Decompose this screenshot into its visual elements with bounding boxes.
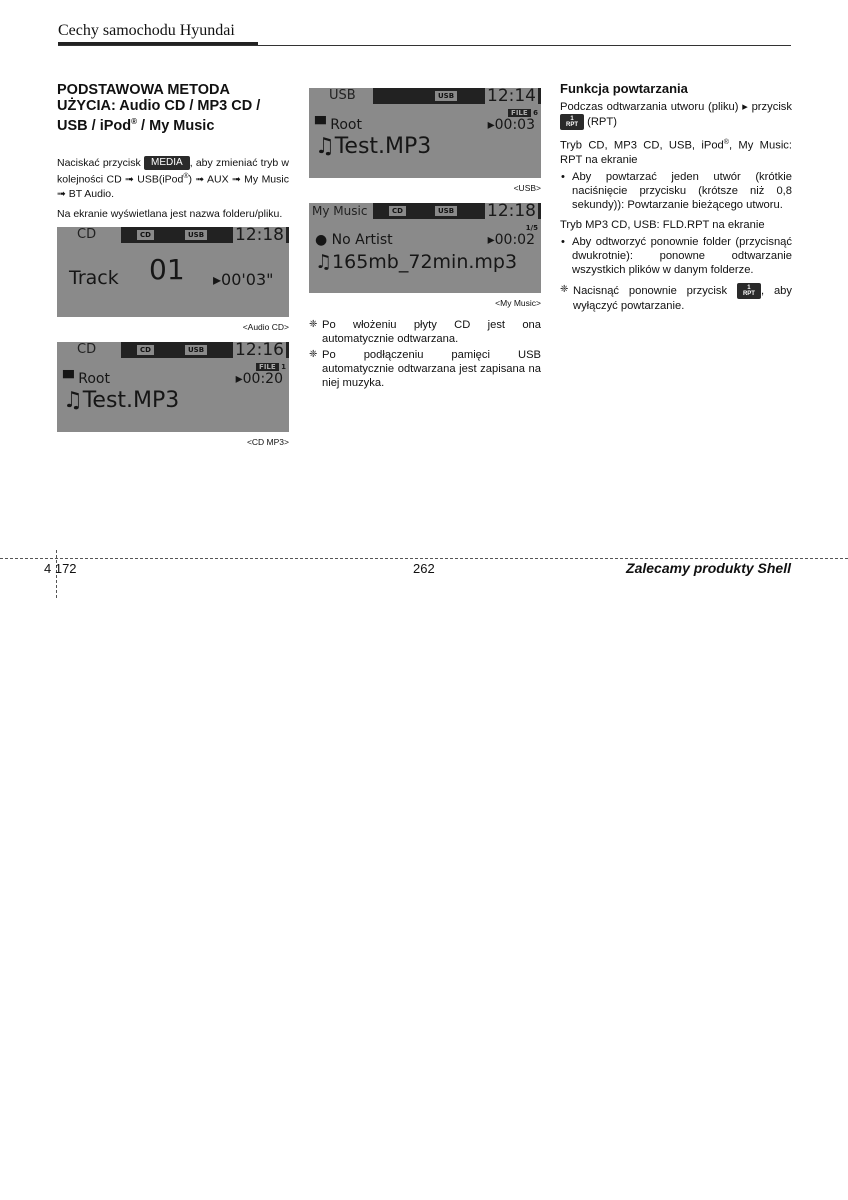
screen-audio-cd <box>57 224 289 317</box>
mode-text-a: Naciskać przycisk <box>57 156 141 169</box>
rpt-mode-text-a: Tryb CD, MP3 CD, USB, iPod <box>560 139 724 152</box>
repeat-list-2 <box>560 235 792 277</box>
song-name: ♫Test.MP3 <box>315 134 432 159</box>
screen-cd-mp3 <box>57 339 289 432</box>
heading-line-1: PODSTAWOWA METODA <box>57 82 230 98</box>
rpt-key-icon <box>737 283 761 299</box>
column-right <box>560 82 792 315</box>
rpt-mode-text-b: , My Music: RPT na ekranie <box>560 139 793 166</box>
repeat-mode-rpt <box>560 136 792 167</box>
usb-badge: USB <box>435 206 457 216</box>
repeat-list-1 <box>560 170 792 212</box>
screen-mode-tab: USB <box>309 88 373 104</box>
screen-clock: 12:18 <box>487 201 536 221</box>
screen-my-music <box>309 203 541 293</box>
caption-cd-mp3: <CD MP3> <box>246 436 289 447</box>
header-rule <box>58 45 791 46</box>
disable-repeat-text-b: , aby wyłączyć powtarzanie. <box>573 284 792 312</box>
disable-repeat-text-a: Nacisnąć ponownie przycisk <box>573 284 728 297</box>
repeat-mode-fld: Tryb MP3 CD, USB: FLD.RPT na ekranie <box>560 218 765 231</box>
elapsed-time: ▸00'03" <box>213 269 274 289</box>
registered-mark: ® <box>131 117 138 126</box>
bullet-repeat-track: • Aby powtarzać jeden utwór (krótkie naciśnięcie przycisku (krótsze niż 0,8 sekundy)): Powtarzanie bieżącego utworu. <box>572 170 792 212</box>
screen-mode-tab: My Music <box>309 203 373 219</box>
track-count: 1/5 <box>525 224 538 232</box>
registered-mark: ® <box>183 173 189 181</box>
page-number-section: 4 172 <box>44 561 77 576</box>
bullet-repeat-folder: • Aby odtworzyć ponownie folder (przycisnąć dwukrotnie): ponowne odtwarzanie wszystkich plików w danym folderze. <box>572 235 792 277</box>
mode-instruction <box>57 156 289 201</box>
repeat-intro-suffix: (RPT) <box>584 115 617 128</box>
song-name: ♫Test.MP3 <box>63 387 180 413</box>
footer-dashed-rule <box>0 558 848 559</box>
usb-badge: USB <box>185 345 207 355</box>
caption-audio-cd: <Audio CD> <box>242 321 289 332</box>
file-number: 1 <box>281 362 286 371</box>
elapsed-time: ▸00:20 <box>235 370 283 387</box>
page-number: 262 <box>413 561 435 576</box>
running-header-title: Cechy samochodu Hyundai <box>58 22 235 39</box>
note-usb-autoplay: ❈ Po podłączeniu pamięci USB automatycznie odtwarzana jest zapisana na niej muzyka. <box>309 348 541 390</box>
display-note: Na ekranie wyświetlana jest nazwa folderu/pliku. <box>57 207 283 220</box>
rpt-key-icon <box>560 114 584 130</box>
elapsed-time: ▸00:03 <box>487 117 535 133</box>
folder-name: ▀ Root <box>315 117 362 133</box>
track-label: Track <box>69 266 119 289</box>
note-cd-autoplay: ❈ Po włożeniu płyty CD jest ona automatycznie odtwarzana. <box>309 318 541 346</box>
track-number: 01 <box>149 252 185 286</box>
column-left <box>57 82 289 457</box>
heading-line-2: UŻYCIA: Audio CD / MP3 CD / <box>57 98 261 114</box>
media-key-icon: MEDIA <box>144 156 190 170</box>
screen-clock: 12:18 <box>235 224 284 245</box>
file-label: FILE <box>256 363 279 371</box>
repeat-intro-text: Podczas odtwarzania utworu (pliku) ▸ przycisk <box>560 101 792 113</box>
heading-line-3a: USB / iPod <box>57 117 132 134</box>
note-disable-repeat <box>560 283 792 313</box>
artist-name: ● No Artist <box>315 232 393 248</box>
cd-badge: CD <box>137 345 154 355</box>
file-number: 6 <box>533 109 538 117</box>
heading-line-3b: / My Music <box>137 117 215 134</box>
screen-mode-tab: CD <box>57 342 121 358</box>
elapsed-time: ▸00:02 <box>487 232 535 248</box>
rpt-key-label: RPT <box>742 290 755 297</box>
screen-clock: 12:14 <box>487 86 536 106</box>
mode-text-b: , aby zmieniać tryb w kolejności CD ➟ USB(iPod <box>57 156 290 186</box>
usb-badge: USB <box>185 230 207 240</box>
section-heading <box>57 82 289 134</box>
mode-text-c: ) ➟ AUX ➟ My Music ➟ BT Audio. <box>57 173 289 200</box>
repeat-intro <box>560 100 792 130</box>
song-name: ♫165mb_72min.mp3 <box>315 251 518 273</box>
footer-slogan: Zalecamy produkty Shell <box>626 560 791 576</box>
repeat-heading: Funkcja powtarzania <box>560 81 688 96</box>
file-label: FILE <box>508 109 531 117</box>
usb-badge: USB <box>435 91 457 101</box>
folder-name: ▀ Root <box>63 370 110 387</box>
screen-usb <box>309 88 541 178</box>
cd-badge: CD <box>137 230 154 240</box>
caption-usb: <USB> <box>513 183 541 193</box>
column-middle <box>309 88 541 392</box>
screen-mode-tab: CD <box>57 227 121 243</box>
cd-badge: CD <box>389 206 406 216</box>
rpt-key-label: RPT <box>566 122 578 128</box>
screen-clock: 12:16 <box>235 339 284 360</box>
registered-mark: ® <box>723 139 729 146</box>
rpt-key-number: 1 <box>570 116 574 122</box>
caption-my-music: <My Music> <box>495 298 541 308</box>
rpt-key-number: 1 <box>747 284 751 291</box>
